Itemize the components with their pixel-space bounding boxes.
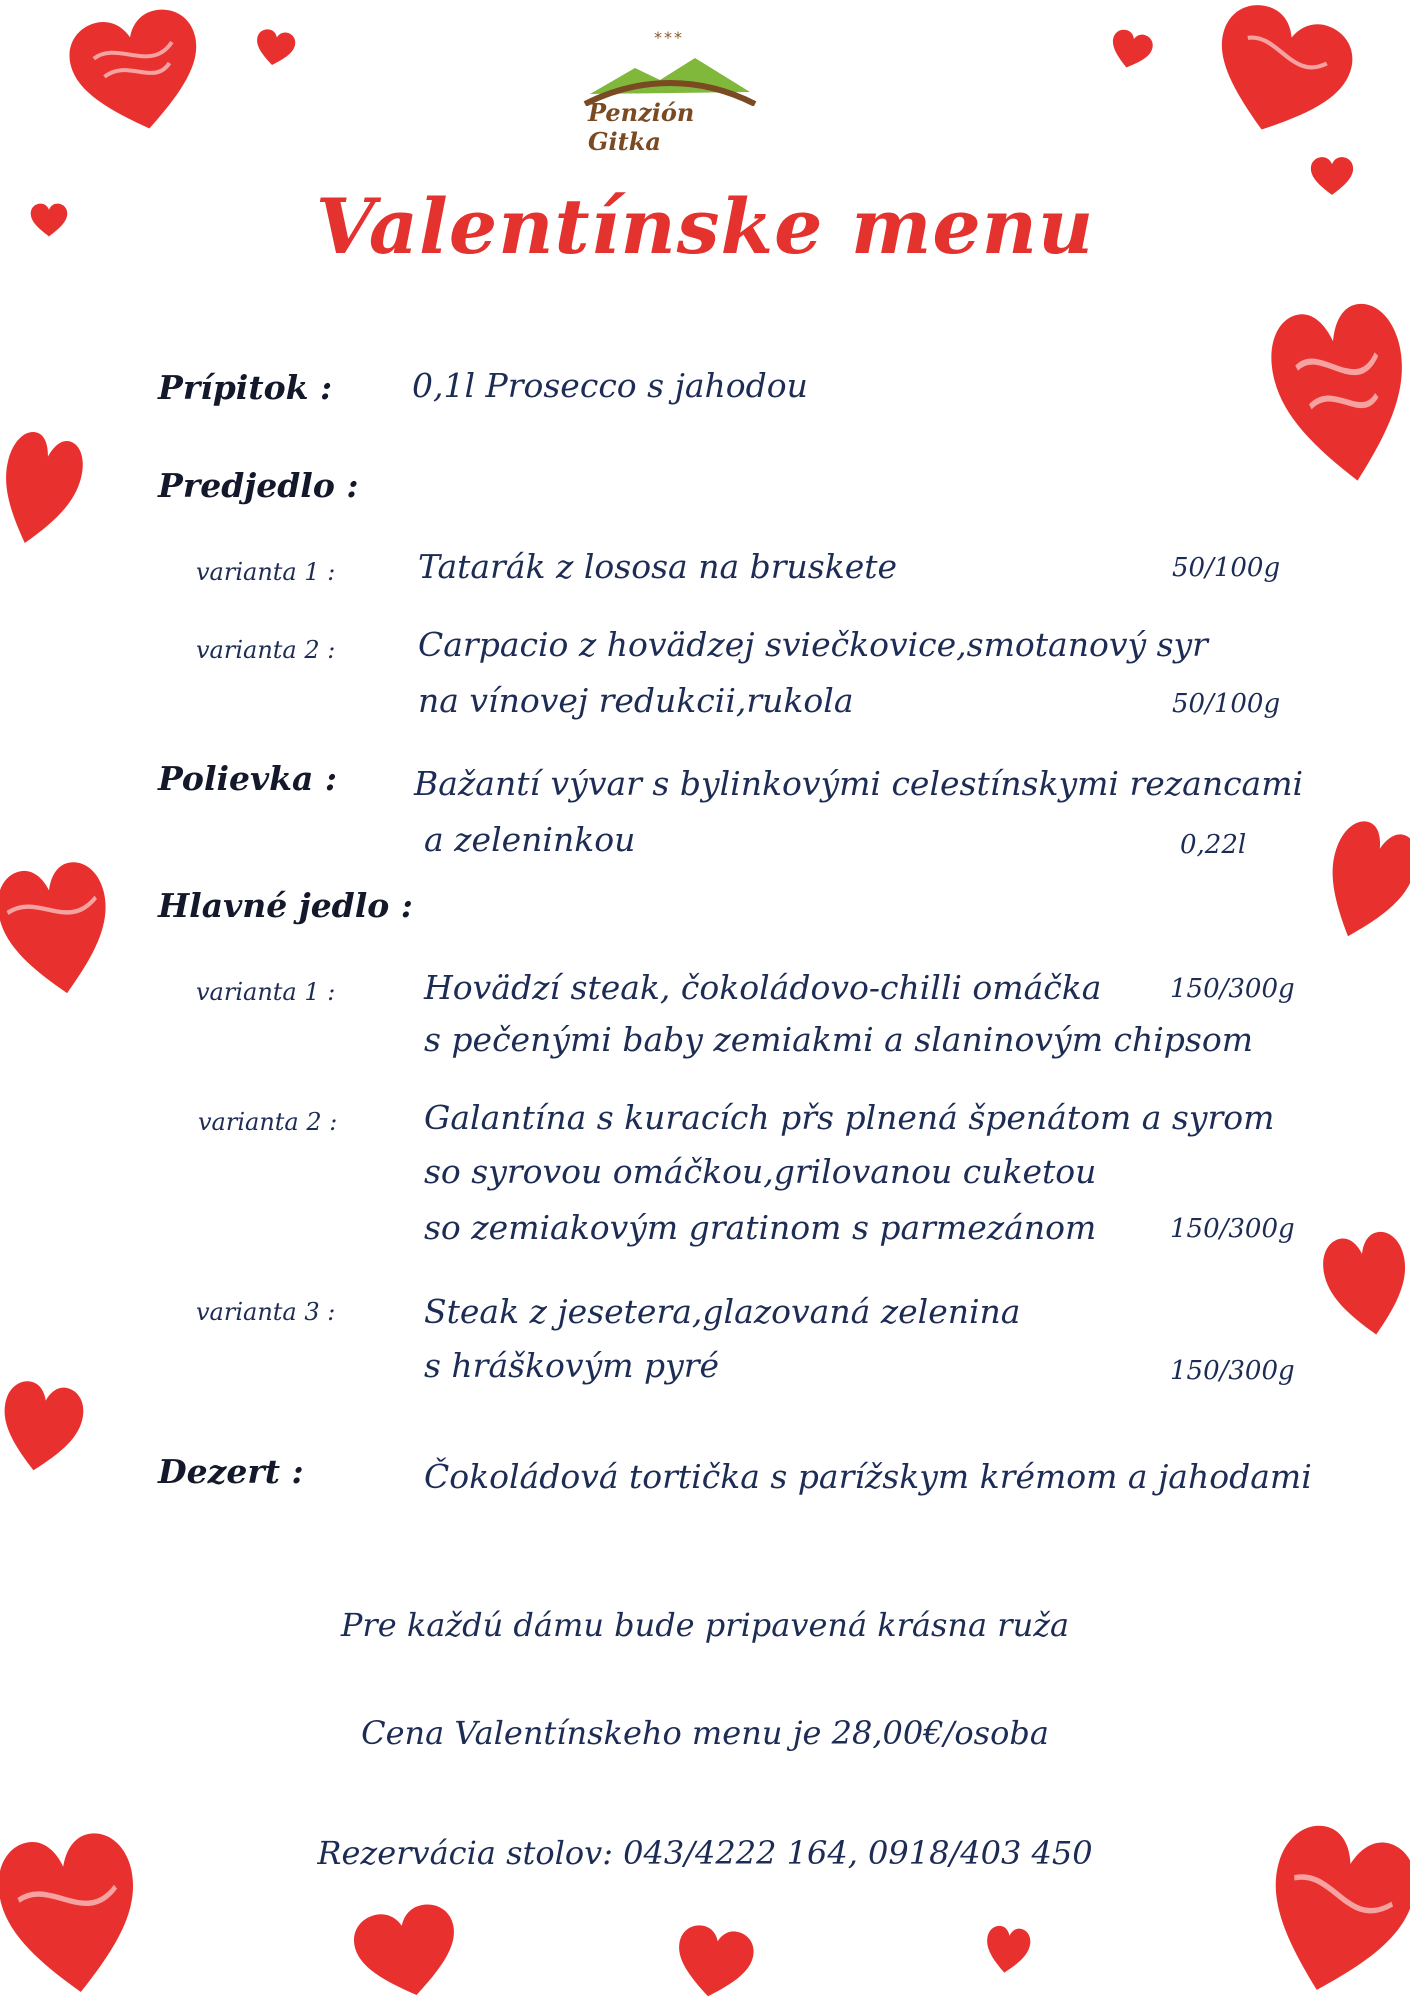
heart-icon xyxy=(0,1374,90,1482)
hlavne-variant-1-weight: 150/300g xyxy=(1170,974,1295,1004)
hlavne-variant-3-label: varianta 3 : xyxy=(196,1298,336,1326)
price-note: Cena Valentínskeho menu je 28,00€/osoba xyxy=(361,1714,1049,1752)
predjedlo-variant-2-dish-line2: na vínovej redukcii,rukola xyxy=(418,681,854,720)
section-predjedlo: Predjedlo : xyxy=(158,466,359,505)
predjedlo-variant-2-dish-line1: Carpacio z hovädzej sviečkovice,smotanový syr xyxy=(418,625,1208,664)
polievka-weight: 0,22l xyxy=(1180,830,1247,860)
heart-icon xyxy=(252,25,298,71)
logo xyxy=(570,28,770,156)
hlavne-variant-1-label: varianta 1 : xyxy=(196,978,336,1006)
hlavne-variant-2-weight: 150/300g xyxy=(1170,1214,1295,1244)
predjedlo-variant-1-dish: Tatarák z lososa na bruskete xyxy=(418,547,898,586)
hlavne-variant-3-line1: Steak z jesetera,glazovaná zelenina xyxy=(424,1292,1021,1331)
heart-icon xyxy=(58,0,216,148)
predjedlo-variant-1-weight: 50/100g xyxy=(1172,553,1281,583)
heart-icon xyxy=(346,1895,468,2010)
heart-icon xyxy=(1106,25,1157,75)
hlavne-variant-3-line2: s hráškovým pyré xyxy=(424,1346,720,1385)
hlavne-variant-1-line2: s pečenými baby zemiakmi a slaninovým chipsom xyxy=(424,1020,1253,1059)
hlavne-variant-2-line1: Galantína s kuracích přs plnená špenátom a syrom xyxy=(424,1098,1275,1137)
heart-icon xyxy=(0,422,92,558)
heart-icon xyxy=(1260,290,1410,501)
section-hlavne-jedlo: Hlavné jedlo : xyxy=(158,886,413,925)
logo-name: Penzión Gitka xyxy=(588,98,695,156)
hlavne-variant-2-label: varianta 2 : xyxy=(198,1108,338,1136)
dezert-item: Čokoládová tortička s parížskym krémom a jahodami xyxy=(424,1457,1312,1496)
heart-icon xyxy=(1306,809,1410,956)
page-title: Valentínske menu xyxy=(315,182,1095,271)
logo-stars: *** xyxy=(654,28,684,47)
polievka-line1: Bažantí vývar s bylinkovými celestínskymi rezancami xyxy=(414,764,1304,803)
heart-icon xyxy=(982,1922,1034,1978)
section-polievka: Polievka : xyxy=(158,759,338,798)
section-dezert: Dezert : xyxy=(158,1452,304,1491)
pripitok-item: 0,1l Prosecco s jahodou xyxy=(412,366,808,405)
hlavne-variant-2-line3: so zemiakovým gratinom s parmezánom xyxy=(424,1208,1097,1247)
hlavne-variant-3-weight: 150/300g xyxy=(1170,1356,1295,1386)
hlavne-variant-1-line1: Hovädzí steak, čokoládovo-chilli omáčka xyxy=(424,968,1102,1007)
mountain-icon xyxy=(580,46,760,106)
heart-icon xyxy=(0,851,123,1008)
reservation-note: Rezervácia stolov: 043/4222 164, 0918/403 450 xyxy=(317,1834,1093,1872)
predjedlo-variant-2-label: varianta 2 : xyxy=(196,636,336,664)
heart-icon xyxy=(669,1919,759,2006)
heart-icon xyxy=(1316,1223,1410,1346)
polievka-line2: a zeleninkou xyxy=(424,820,636,859)
predjedlo-variant-1-label: varianta 1 : xyxy=(196,558,336,586)
section-pripitok: Prípitok : xyxy=(158,368,333,407)
hlavne-variant-2-line2: so syrovou omáčkou,grilovanou cuketou xyxy=(424,1152,1097,1191)
rose-note: Pre každú dámu bude pripavená krásna ruža xyxy=(340,1606,1070,1644)
heart-icon xyxy=(1189,0,1372,158)
predjedlo-variant-2-weight: 50/100g xyxy=(1172,689,1281,719)
